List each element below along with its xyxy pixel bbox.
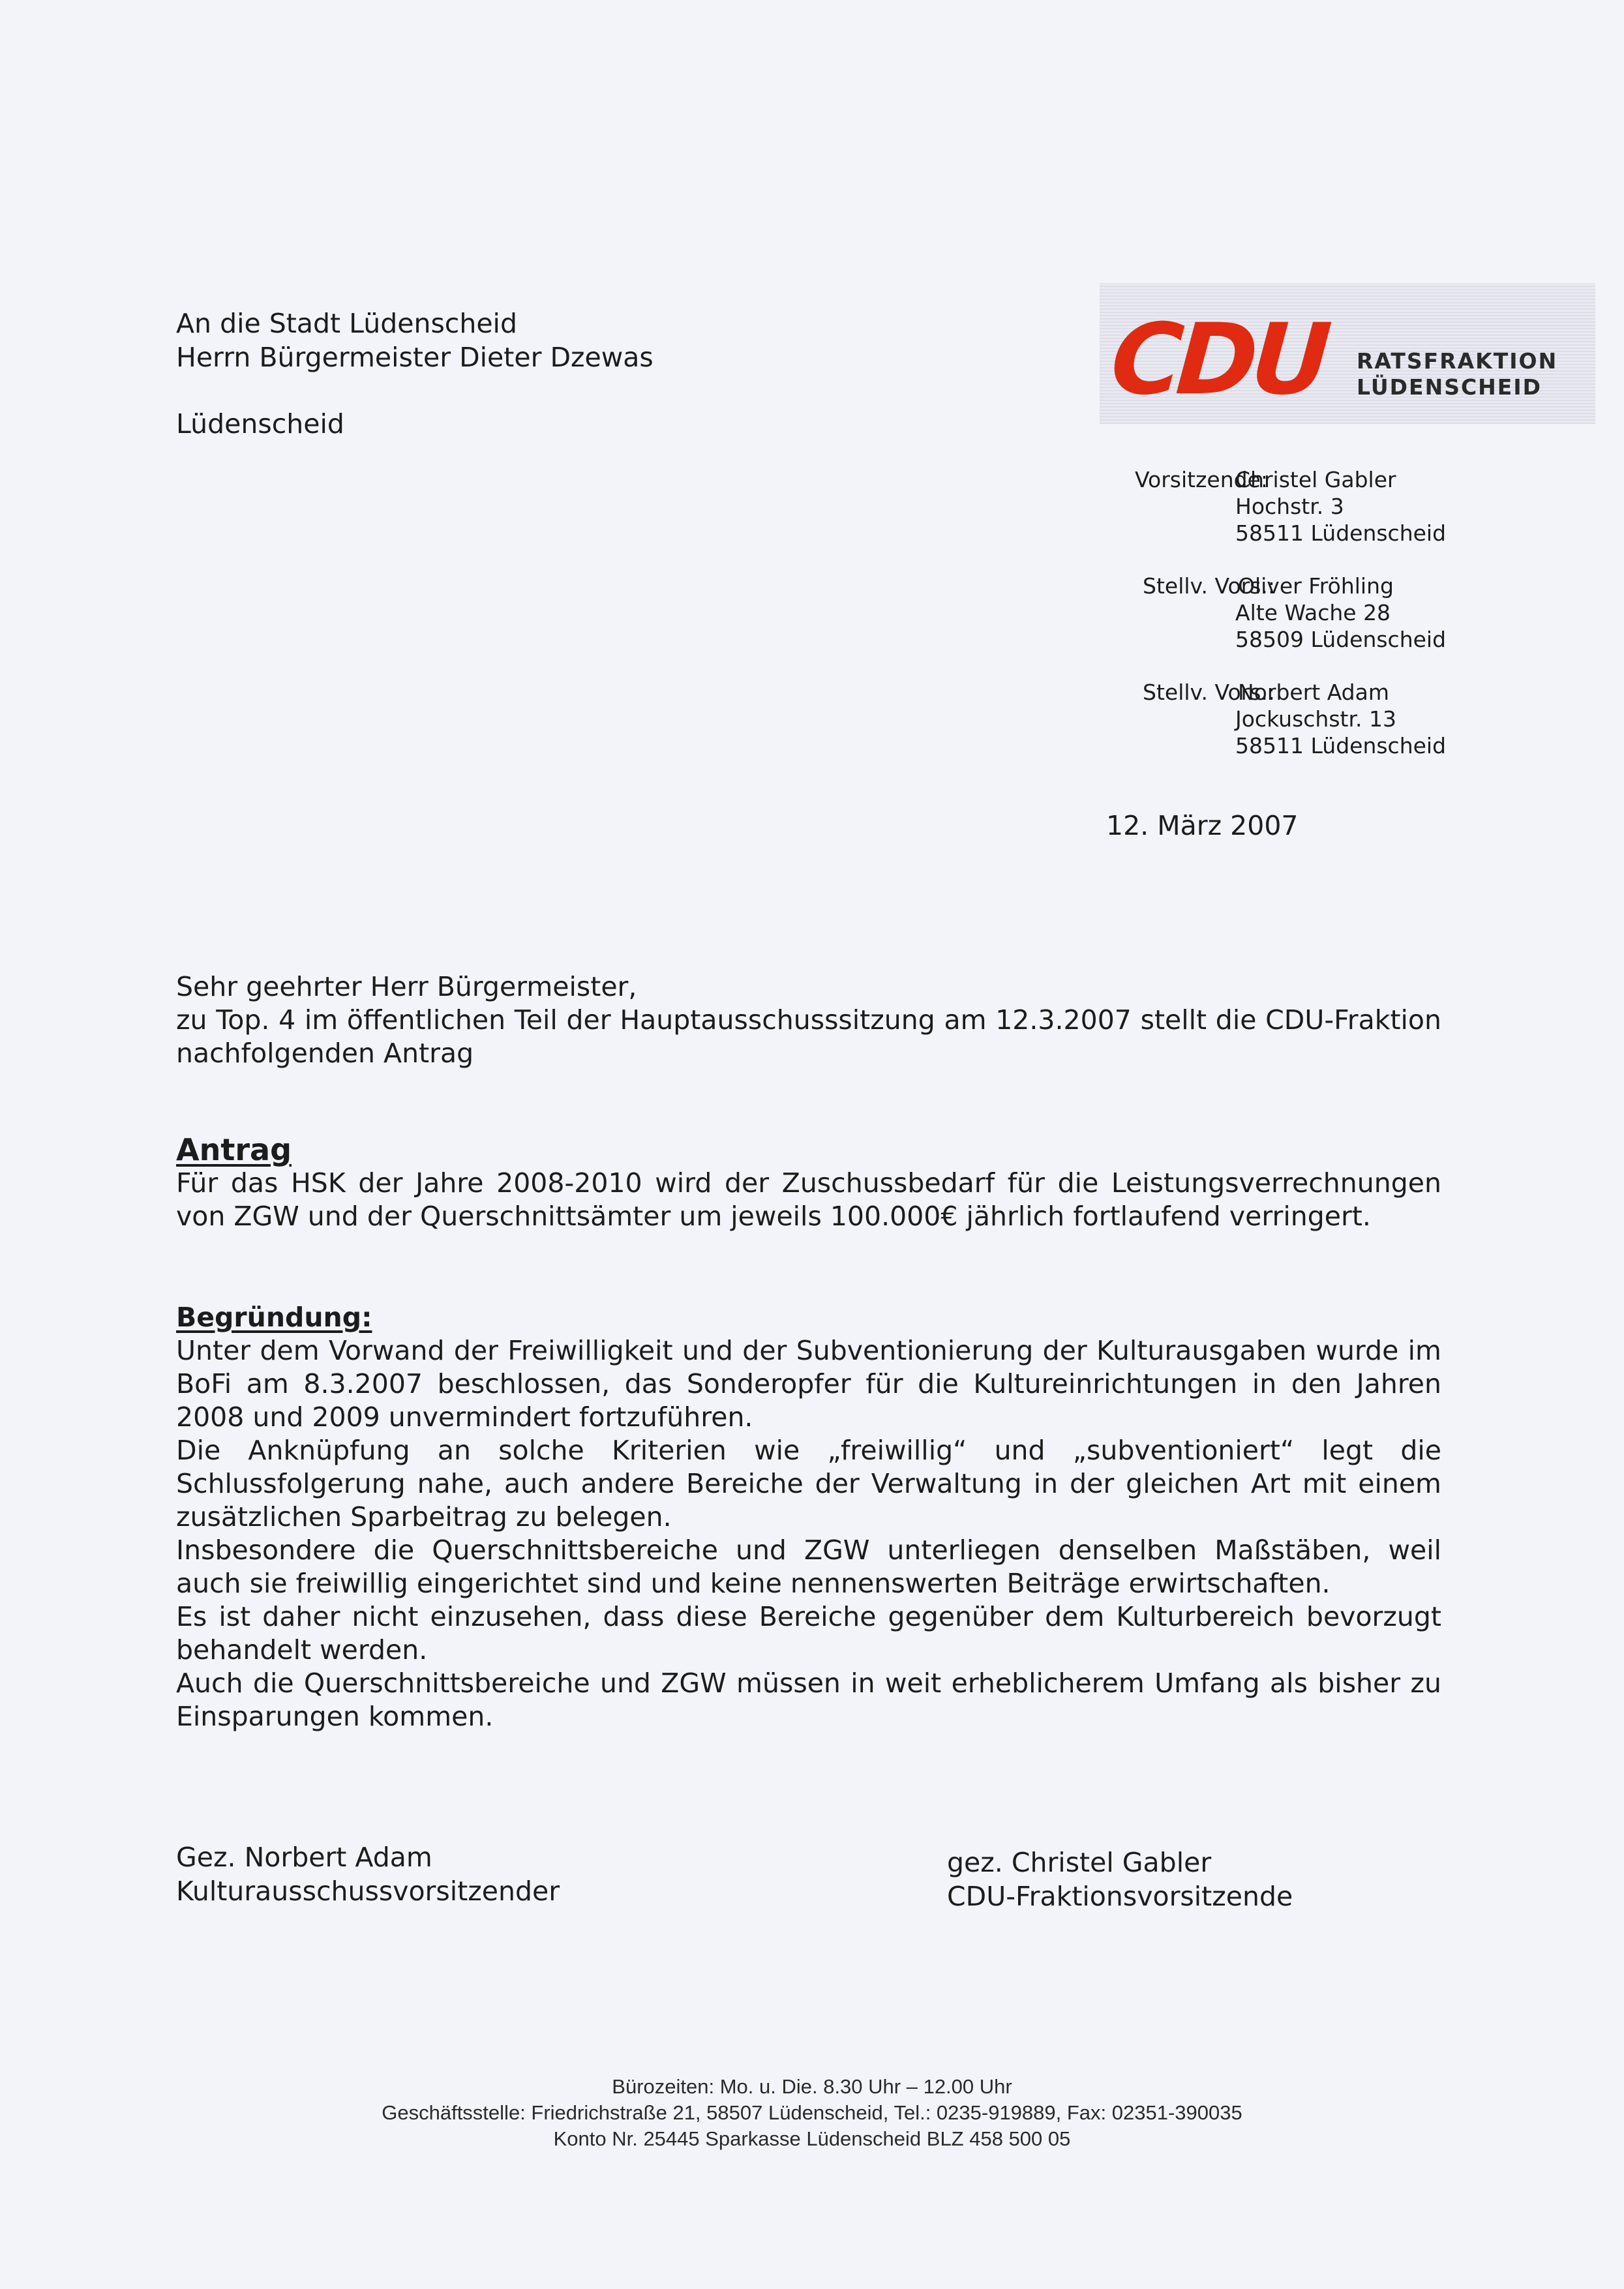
board-street: Jockuschstr. 13 — [1235, 706, 1396, 732]
recipient-address — [176, 307, 654, 441]
recipient-line-1: An die Stadt Lüdenscheid — [176, 308, 517, 339]
signature-right-name: gez. Christel Gabler — [947, 1847, 1212, 1878]
logo-brand: CDU — [1107, 303, 1329, 417]
salutation: Sehr geehrter Herr Bürgermeister, — [176, 971, 637, 1002]
begruendung-paragraph: Es ist daher nicht einzusehen, dass diese Bereiche gegenüber dem Kulturbereich bevorzugt behandelt werden. — [176, 1601, 1441, 1666]
begruendung-paragraph: Die Anknüpfung an solche Kriterien wie „freiwillig“ und „subventioniert“ legt die Schlussfolgerung nahe, auch andere Bereiche der Verwaltung in der gleichen Art mit einem zusätzlichen Sparbeitrag zu belegen. — [176, 1435, 1441, 1533]
cdu-logo — [1100, 283, 1595, 424]
letter-date: 12. März 2007 — [1106, 810, 1299, 841]
board-city: 58509 Lüdenscheid — [1235, 627, 1447, 652]
antrag-text: Für das HSK der Jahre 2008-2010 wird der Zuschussbedarf für die Leistungsverrechnungen von ZGW und der Querschnittsämter um jeweils 100.000€ jährlich fortlaufend verringert. — [176, 1167, 1441, 1232]
board-city: 58511 Lüdenscheid — [1235, 520, 1447, 546]
begruendung-section — [176, 1301, 1441, 1733]
footer — [0, 2074, 1624, 2152]
board-member — [1135, 466, 1446, 546]
signature-left-name: Gez. Norbert Adam — [176, 1842, 432, 1873]
logo-line-1: RATSFRAKTION — [1357, 348, 1558, 374]
logo-text — [1357, 348, 1557, 400]
recipient-city: Lüdenscheid — [176, 408, 344, 440]
board-member — [1135, 573, 1446, 653]
antrag-section — [176, 1133, 1441, 1233]
board-street: Hochstr. 3 — [1235, 494, 1344, 519]
board-name: Norbert Adam — [1238, 680, 1389, 705]
board-role: Stellv. Vors.: — [1143, 680, 1276, 705]
intro-text: zu Top. 4 im öffentlichen Teil der Hauptausschusssitzung am 12.3.2007 stellt die CDU-Fraktion nachfolgenden Antrag — [176, 1004, 1441, 1069]
signature-left-role: Kulturausschussvorsitzender — [176, 1876, 560, 1907]
board-city: 58511 Lüdenscheid — [1235, 733, 1447, 758]
logo-line-2: LÜDENSCHEID — [1357, 374, 1542, 400]
recipient-line-2: Herrn Bürgermeister Dieter Dzewas — [176, 342, 654, 373]
board-member — [1135, 679, 1446, 759]
signature-right — [947, 1846, 1293, 1913]
board-name: Oliver Fröhling — [1238, 573, 1394, 599]
footer-bank-account: Konto Nr. 25445 Sparkasse Lüdenscheid BLZ 458 500 05 — [553, 2127, 1071, 2150]
board-street: Alte Wache 28 — [1235, 600, 1391, 625]
signature-left — [176, 1840, 560, 1908]
board-role: Vorsitzende: — [1135, 467, 1268, 492]
board-role: Stellv. Vors.: — [1143, 573, 1276, 599]
begruendung-paragraph: Insbesondere die Querschnittsbereiche und ZGW unterliegen denselben Maßstäben, weil auch sie freiwillig eingerichtet sind und keine nennenswerten Beiträge erwirtschaften. — [176, 1534, 1441, 1599]
begruendung-paragraph: Auch die Querschnittsbereiche und ZGW müssen in weit erheblicherem Umfang als bisher zu Einsparungen kommen. — [176, 1668, 1441, 1732]
antrag-heading: Antrag — [176, 1132, 292, 1167]
begruendung-paragraph: Unter dem Vorwand der Freiwilligkeit und der Subventionierung der Kulturausgaben wurde im BoFi am 8.3.2007 beschlossen, das Sonderopfer für die Kultureinrichtungen in den Jahren 2008 und 2009 unvermindert fortzuführen. — [176, 1335, 1441, 1433]
board-name: Christel Gabler — [1235, 467, 1396, 492]
board-members — [1135, 466, 1446, 759]
begruendung-heading: Begründung: — [176, 1302, 372, 1333]
footer-office-address: Geschäftsstelle: Friedrichstraße 21, 58507 Lüdenscheid, Tel.: 0235-919889, Fax: 02351-390035 — [382, 2101, 1242, 2124]
footer-office-hours: Bürozeiten: Mo. u. Die. 8.30 Uhr – 12.00 Uhr — [612, 2075, 1012, 2098]
salutation-block — [176, 970, 1441, 1070]
signature-right-role: CDU-Fraktionsvorsitzende — [947, 1881, 1293, 1912]
